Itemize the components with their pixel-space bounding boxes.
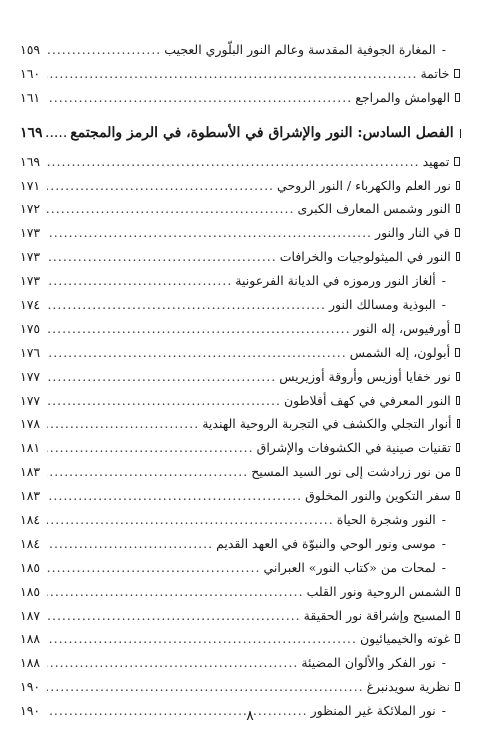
toc-entry-title: تمهيد (422, 153, 450, 169)
toc-entry-page: ١٧٧ (20, 368, 41, 384)
leader-dots (47, 580, 304, 604)
toc-entry-page: ١٦١ (20, 89, 41, 105)
leader-dots (47, 627, 357, 651)
toc-entry-page: ١٨٤ (20, 512, 41, 528)
leader-dots (47, 341, 347, 365)
chapter-page-number: ١٦٩ (20, 124, 43, 141)
leader-dots (47, 532, 213, 556)
toc-entry-page: ١٧٨ (20, 416, 41, 432)
toc-entry-page: ١٨٣ (20, 464, 41, 480)
leader-dots (47, 38, 161, 62)
toc-entry (20, 174, 460, 198)
leader-dots (47, 197, 294, 221)
leader-dots (47, 150, 420, 174)
toc-entry-title: تقنيات صينية في الكشوفات والإشراق (256, 440, 452, 456)
checkbox-square-icon (455, 348, 460, 357)
section-gap (20, 110, 460, 120)
dash-bullet-icon: - (441, 273, 446, 289)
toc-entry-title: الهوامش والمراجع (355, 89, 451, 105)
leader-dots (47, 651, 298, 675)
toc-entry (20, 245, 460, 269)
leader-dots (47, 293, 326, 317)
toc-entry (20, 150, 460, 174)
toc-entry-page: ١٧٥ (20, 320, 41, 336)
leader-dots (47, 317, 351, 341)
checkbox-square-icon (454, 157, 460, 166)
toc-entry-title: أبولون، إله الشمس (349, 344, 451, 360)
leader-dots (47, 460, 248, 484)
leader-dots (47, 508, 334, 532)
checkbox-square-icon (456, 396, 460, 405)
checkbox-square-icon (456, 611, 460, 620)
toc-entry (20, 317, 460, 341)
toc-entry (20, 460, 460, 484)
leader-dots (47, 412, 199, 436)
toc-entry-title: خاتمة (420, 65, 450, 81)
toc-entry-page: ١٨٣ (20, 488, 41, 504)
toc-top-list (20, 38, 460, 110)
toc-entry-title: النور وشمس المعارف الكبرى (297, 201, 451, 217)
table-of-contents (20, 38, 460, 723)
toc-entry-page: ١٨٨ (20, 655, 41, 671)
checkbox-square-icon (455, 634, 460, 643)
toc-entry (20, 604, 460, 628)
toc-entry-title: موسى ونور الوحي والنبوّة في العهد القديم (216, 535, 436, 551)
toc-entry (20, 675, 460, 699)
leader-dots (47, 389, 281, 413)
checkbox-square-icon (456, 181, 460, 190)
dash-bullet-icon: - (441, 297, 446, 313)
toc-entry-page: ١٨٥ (20, 559, 41, 575)
checkbox-square-icon (455, 682, 460, 691)
toc-entry (20, 484, 460, 508)
toc-entry-title: البوذية ومسالك النور (328, 297, 436, 313)
toc-entry (20, 580, 460, 604)
toc-entry-page: ١٩٠ (20, 679, 41, 695)
dash-bullet-icon: - (441, 42, 446, 57)
toc-entry-page: ١٨٧ (20, 607, 41, 623)
toc-entry-page: ١٨٥ (20, 583, 41, 599)
dash-bullet-icon: - (441, 535, 446, 551)
leader-dots (47, 556, 260, 580)
toc-entry (20, 86, 460, 110)
toc-entry-page: ١٩٠ (20, 703, 41, 719)
toc-entry-title: نور العلم والكهرباء / النور الروحي (277, 177, 451, 193)
toc-entry-page: ١٧١ (20, 177, 41, 193)
dash-bullet-icon: - (441, 512, 446, 528)
chapter-heading (20, 120, 460, 147)
toc-entry-page: ١٧٤ (20, 297, 41, 313)
toc-entry (20, 365, 460, 389)
checkbox-square-icon (456, 372, 460, 381)
toc-entry (20, 197, 460, 221)
toc-entry (20, 651, 460, 675)
toc-entry (20, 389, 460, 413)
toc-entry-title: النور في الميثولوجيات والخرافات (279, 249, 451, 265)
toc-entry-page: ١٧٢ (20, 201, 41, 217)
checkbox-square-icon (457, 419, 460, 428)
toc-entry-page: ١٦٠ (20, 65, 41, 81)
leader-dots (47, 221, 372, 245)
toc-entry-title: نور خفايا أوزيس وأروقة أوزيريس (279, 368, 451, 384)
toc-entry-title: نظرية سويدنبرغ (366, 679, 450, 695)
dash-bullet-icon: - (441, 655, 446, 671)
toc-entry-title: أنوار التجلي والكشف في التجربة الروحية الهندية (202, 416, 452, 432)
toc-entry-title: ألغاز النور ورموزه في الديانة الفرعونية (235, 273, 436, 289)
checkbox-square-icon (454, 69, 460, 78)
toc-entry-page: ١٧٧ (20, 392, 41, 408)
checkbox-square-icon (455, 324, 460, 333)
toc-entry-title: نور الفكر والألوان المضيئة (301, 655, 436, 671)
toc-entry (20, 341, 460, 365)
toc-entry-title: من نور زرادشت إلى نور السيد المسيح (251, 464, 452, 480)
leader-dots (47, 484, 302, 508)
checkbox-square-icon (455, 228, 460, 237)
toc-entry-title: النور وشجرة الحياة (336, 512, 436, 528)
toc-entry (20, 532, 460, 556)
toc-entry-page: ١٧٣ (20, 249, 41, 265)
toc-entry-title: نور الملائكة غير المنظور (310, 703, 436, 719)
toc-entry (20, 436, 460, 460)
toc-entry-title: النور المعرفي في كهف أفلاطون (283, 392, 451, 408)
checkbox-square-icon (456, 587, 460, 596)
toc-entry-title: سفر التكوين والنور المخلوق (305, 488, 451, 504)
chapter-leader-dots (46, 120, 68, 147)
leader-dots (47, 62, 417, 86)
toc-main-list (20, 150, 460, 723)
toc-entry (20, 38, 460, 62)
toc-entry-title: في النار والنور (375, 225, 450, 241)
leader-dots (47, 436, 254, 460)
checkbox-square-icon (456, 252, 460, 261)
toc-entry-title: أورفيوس، إله النور (353, 320, 451, 336)
toc-entry-title: الشمس الروحية ونور القلب (306, 583, 451, 599)
checkbox-square-icon (456, 491, 460, 500)
dash-bullet-icon: - (441, 703, 446, 719)
toc-entry (20, 627, 460, 651)
toc-entry-page: ١٦٩ (20, 153, 41, 169)
toc-entry (20, 62, 460, 86)
leader-dots (47, 245, 277, 269)
leader-dots (47, 174, 274, 198)
toc-entry (20, 412, 460, 436)
leader-dots (47, 365, 276, 389)
toc-entry (20, 221, 460, 245)
page-folio: ٨ (246, 708, 254, 724)
toc-entry-title: المغارة الجوفية المقدسة وعالم النور البلّوري العجيب (164, 42, 436, 57)
toc-entry-title: المسيح وإشراقة نور الحقيقة (303, 607, 451, 623)
dash-bullet-icon: - (441, 559, 446, 575)
toc-entry-page: ١٧٦ (20, 344, 41, 360)
toc-entry-page: ١٧٣ (20, 225, 41, 241)
toc-entry (20, 293, 460, 317)
toc-entry (20, 556, 460, 580)
leader-dots (47, 86, 352, 110)
leader-dots (47, 269, 232, 293)
toc-entry (20, 508, 460, 532)
leader-dots (47, 604, 301, 628)
checkbox-square-icon (456, 204, 460, 213)
toc-entry-page: ١٥٩ (20, 42, 41, 57)
toc-entry-page: ١٨٤ (20, 535, 41, 551)
chapter-title: الفصل السادس: النور والإشراق في الأسطوة، في الرمز والمجتمع (70, 124, 454, 141)
toc-entry-title: غوته والخيميائيون (360, 631, 451, 647)
toc-entry-page: ١٧٣ (20, 273, 41, 289)
checkbox-square-icon (456, 467, 460, 476)
toc-entry-page: ١٨٨ (20, 631, 41, 647)
checkbox-square-icon (455, 93, 460, 102)
leader-dots (47, 675, 364, 699)
checkbox-square-icon (456, 443, 460, 452)
toc-entry-page: ١٨١ (20, 440, 41, 456)
toc-entry (20, 269, 460, 293)
toc-entry-title: لمحات من «كتاب النور» العبراني (263, 559, 436, 575)
